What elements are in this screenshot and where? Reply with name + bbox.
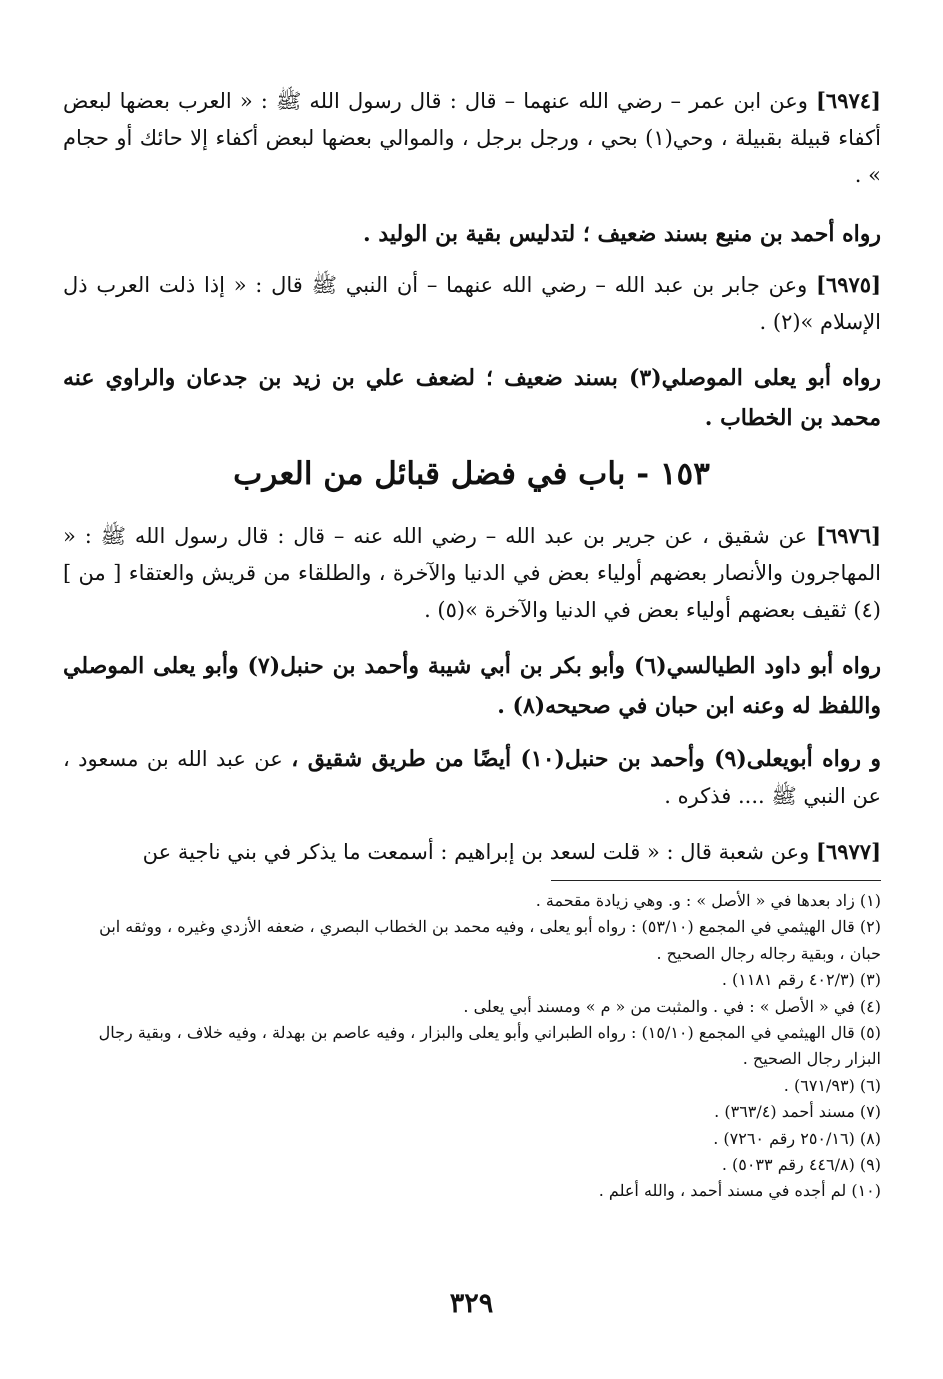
hadith-6976 xyxy=(63,517,881,629)
hadith-6975-grading: رواه أبو يعلى الموصلي(٣) بسند ضعيف ؛ لضعف علي بن زيد بن جدعان والراوي عنه محمد بن الخطاب . xyxy=(63,365,881,431)
chapter-heading: ١٥٣ - باب في فضل قبائل من العرب xyxy=(233,456,710,492)
hadith-6975 xyxy=(63,266,881,341)
footnote: (٢) قال الهيثمي في المجمع (٥٣/١٠) : رواه أبو يعلى ، وفيه محمد بن الخطاب البصري ، ضعفه الأزدي وغيره ، ووثقه ابن حبان ، وبقية رجاله رجال الصحيح . xyxy=(99,917,881,963)
page-number: ٣٢٩ xyxy=(449,1288,494,1319)
footnote: (٨) (٢٥٠/١٦ رقم ٧٢٦٠) . xyxy=(713,1128,881,1148)
footnote-divider xyxy=(551,880,881,881)
footnotes xyxy=(63,888,881,1205)
hadith-6977 xyxy=(63,833,881,871)
footnote: (٧) مسند أحمد (٣٦٣/٤) . xyxy=(714,1102,881,1122)
footnote: (١) زاد بعدها في « الأصل » : و. وهي زيادة مقحمة . xyxy=(535,891,881,910)
footnote: (٣) (٤٠٢/٣ رقم ١١٨١) . xyxy=(721,970,881,990)
hadith-text: عن شقيق ، عن جرير بن عبد الله – رضي الله عنه – قال : قال رسول الله ﷺ : « المهاجرون والأنصار بعضهم أولياء بعض في الدنيا والآخرة ، والطلقاء من قريش والعتقاء [ من ](٤) ثقيف بعضهم أولياء بعض في الدنيا والآخرة »(٥) . xyxy=(63,524,881,622)
footnote: (٥) قال الهيثمي في المجمع (١٥/١٠) : رواه الطبراني وأبو يعلى والبزار ، وفيه عاصم بن بهدلة ، وفيه خلاف ، وبقية رجال البزار رجال الصحيح . xyxy=(98,1023,881,1069)
hadith-number: [٦٩٧٥] xyxy=(816,272,881,297)
hadith-text: وعن شعبة قال : « قلت لسعد بن إبراهيم : أسمعت ما يذكر في بني ناجية عن xyxy=(142,840,810,864)
footnote: (٦) (٦٧١/٩٣) . xyxy=(783,1075,881,1095)
hadith-6976-grading: رواه أبو داود الطيالسي(٦) وأبو بكر بن أبي شيبة وأحمد بن حنبل(٧) وأبو يعلى الموصلي واللفظ له وعنه ابن حبان في صحيحه(٨) . xyxy=(63,653,882,719)
hadith-6974 xyxy=(63,82,881,194)
hadith-number: [٦٩٧٦] xyxy=(816,523,881,548)
footnote: (١٠) لم أجده في مسند أحمد ، والله أعلم . xyxy=(598,1181,881,1201)
hadith-number: [٦٩٧٧] xyxy=(816,839,881,864)
hadith-text: وعن ابن عمر – رضي الله عنهما – قال : قال رسول الله ﷺ : « العرب بعضها لبعض أكفاء قبيلة بقبيلة ، وحي(١) بحي ، ورجل برجل ، والموالي بعضها لبعض أكفاء إلا حائك أو حجام » . xyxy=(63,89,881,187)
hadith-number: [٦٩٧٤] xyxy=(815,88,881,113)
footnote: (٩) (٤٤٦/٨ رقم ٥٠٣٣) . xyxy=(721,1155,881,1175)
hadith-6974-grading: رواه أحمد بن منيع بسند ضعيف ؛ لتدليس بقية بن الوليد . xyxy=(363,221,881,247)
hadith-6976-grading-2 xyxy=(63,741,881,815)
footnote: (٤) في « الأصل » : في . والمثبت من « م » ومسند أبي يعلى . xyxy=(463,996,881,1016)
grading-rest: عن عبد الله بن مسعود ، عن النبي ﷺ .... فذكره . xyxy=(63,747,881,808)
grading-bold-part: و رواه أبويعلى(٩) وأحمد بن حنبل(١٠) أيضًا من طريق شقيق ، xyxy=(291,746,881,772)
hadith-text: وعن جابر بن عبد الله – رضي الله عنهما – أن النبي ﷺ قال : « إذا ذلت العرب ذل الإسلام »(٢) . xyxy=(63,273,881,334)
